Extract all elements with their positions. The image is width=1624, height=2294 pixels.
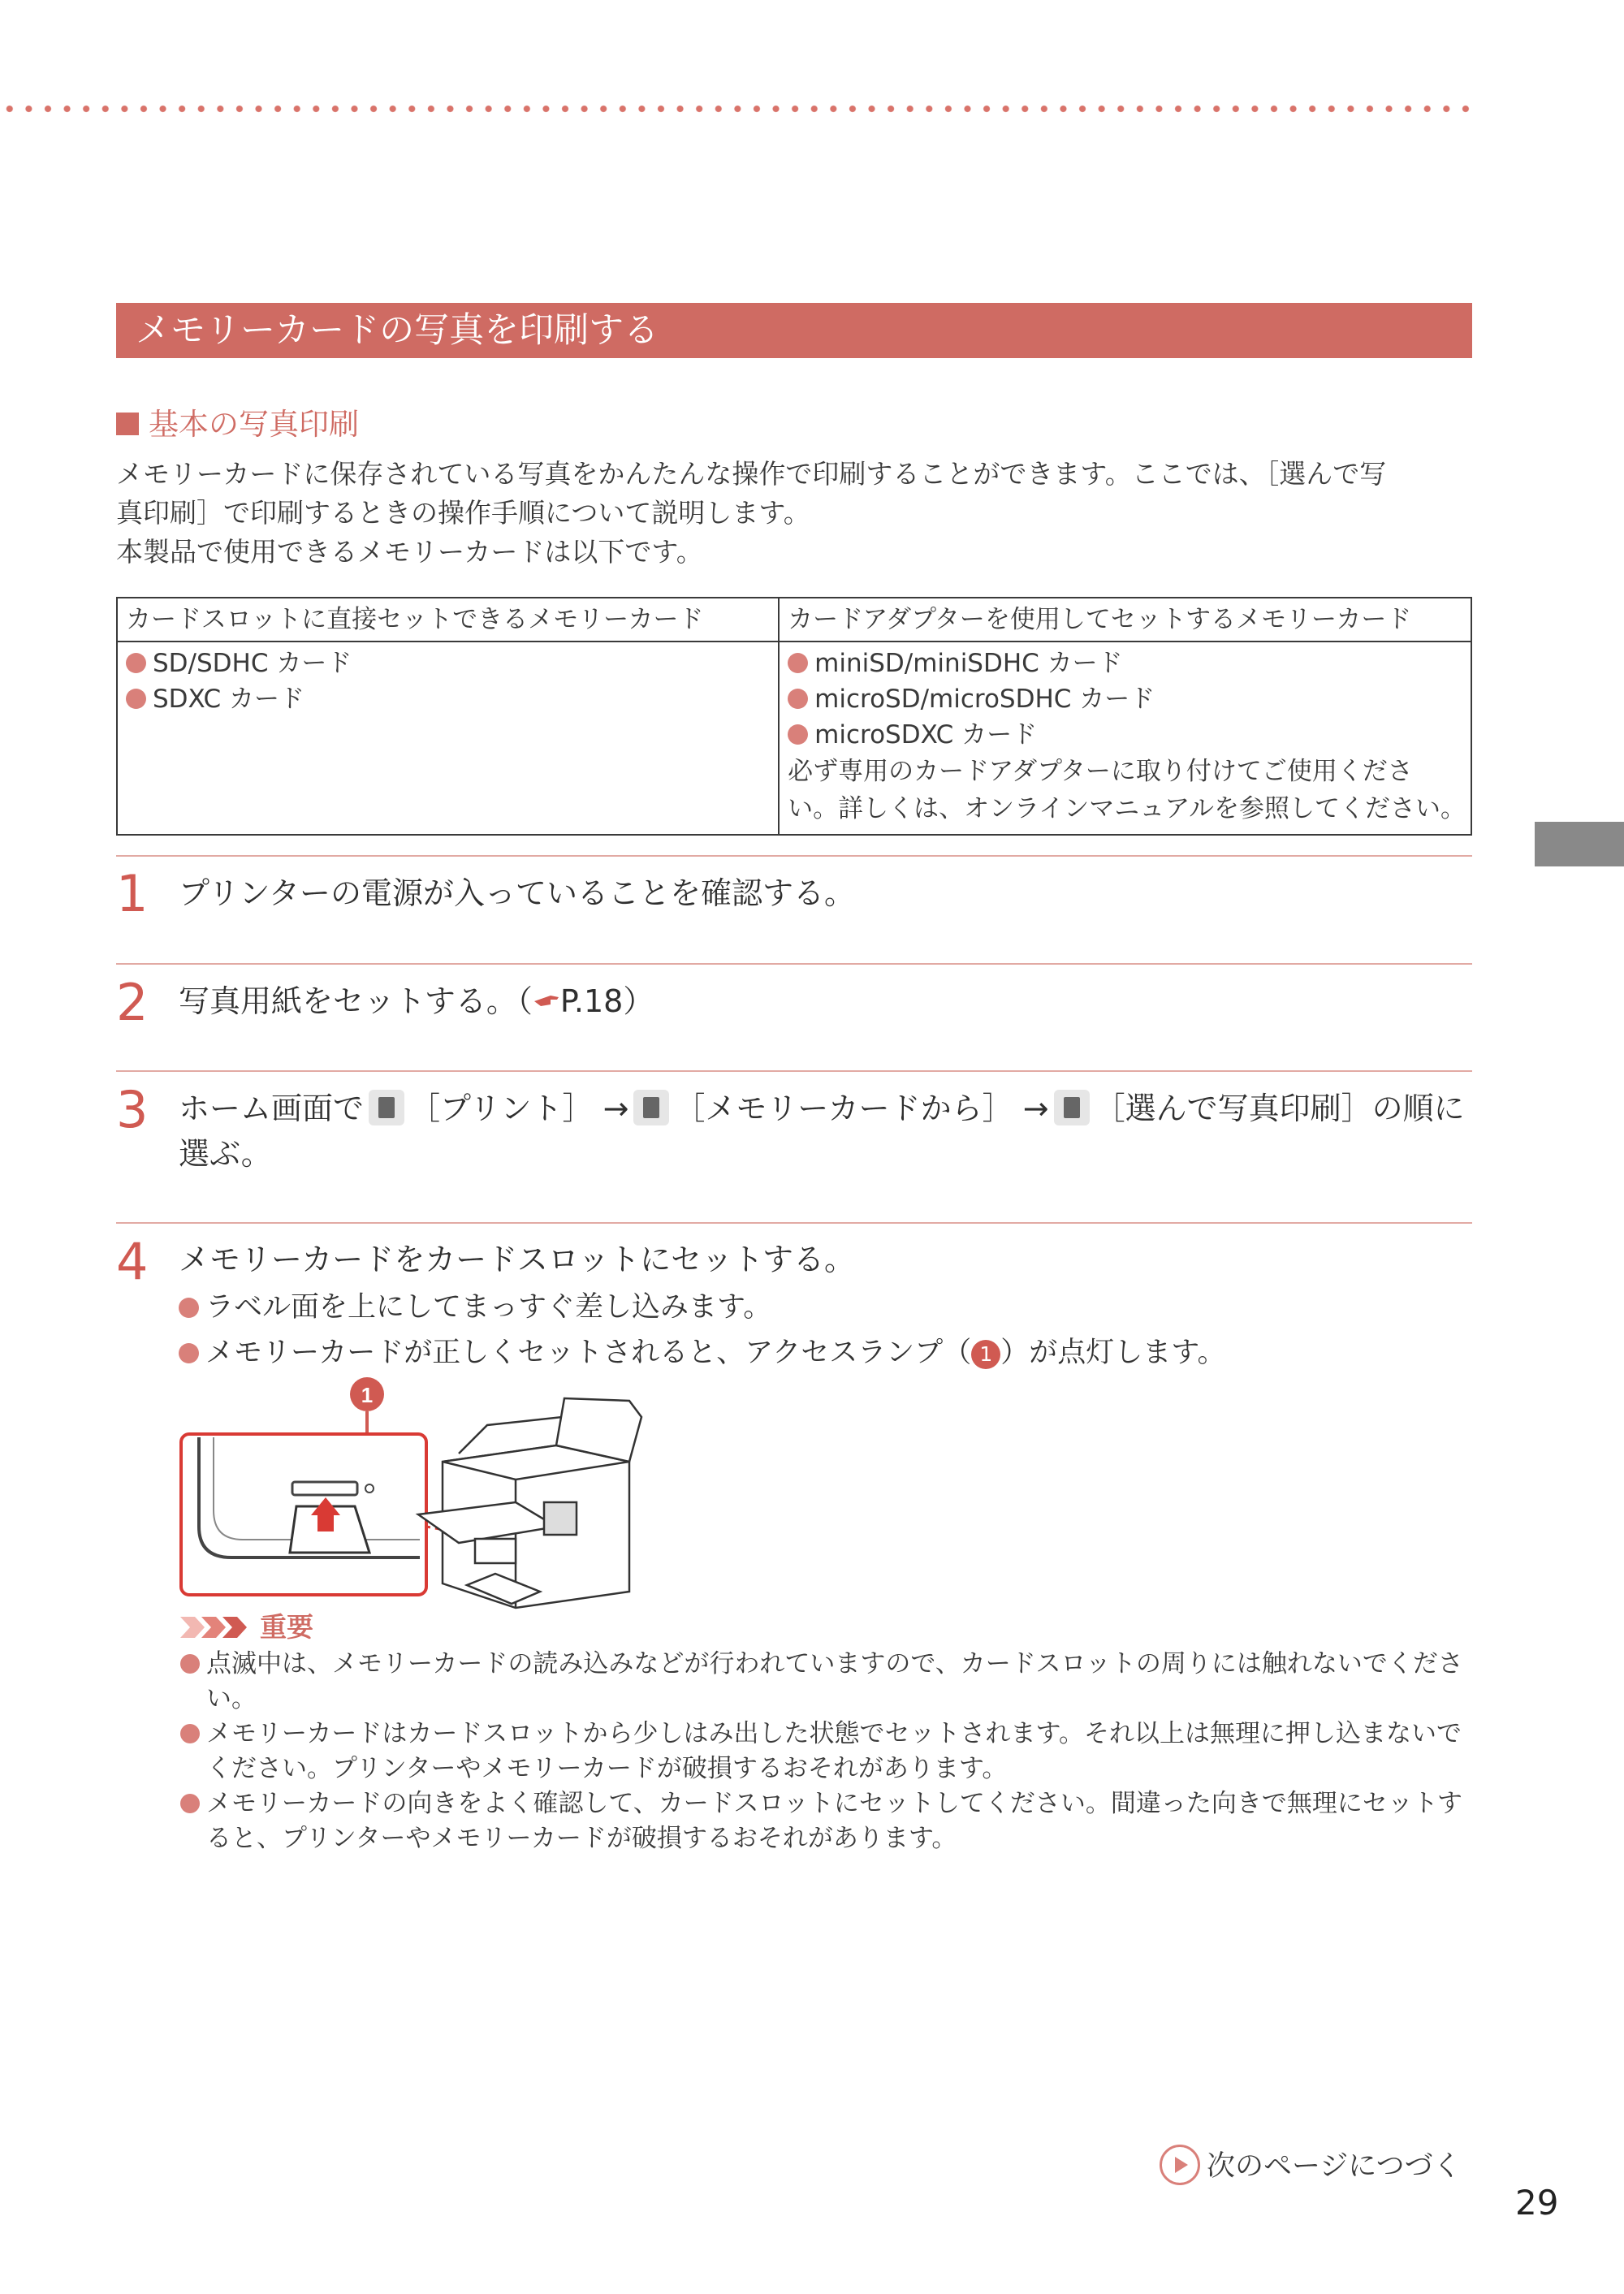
table-header-row: [117, 598, 1471, 642]
table-header-direct: カードスロットに直接セットできるメモリーカード: [117, 598, 779, 642]
next-page-label: 次のページにつづく: [1207, 2150, 1462, 2183]
important-title: 重要: [260, 1611, 313, 1643]
list-item: [180, 1647, 1463, 1717]
memory-card-table: [116, 597, 1472, 836]
pointing-hand-icon: [533, 992, 560, 1010]
bullet-text: メモリーカードが正しくセットされると、アクセスランプ（: [205, 1337, 972, 1369]
list-item: [126, 681, 773, 717]
step-divider: [116, 1070, 1472, 1072]
adapter-note-line: 必ず専用のカードアダプターに取り付けてご使用くださ: [788, 757, 1413, 786]
bullet-icon: [788, 653, 808, 673]
step-text: [179, 1086, 1465, 1177]
menu-label-select-photo: ［選んで写真印刷］の順に: [1094, 1091, 1465, 1126]
next-arrow-icon: [1160, 2145, 1200, 2185]
list-item: [179, 1330, 1225, 1376]
printer-drawing: [418, 1398, 641, 1608]
next-page-link[interactable]: [1160, 2144, 1462, 2185]
table-header-adapter: カードアダプターを使用してセットするメモリーカード: [779, 598, 1471, 642]
bullet-icon: [180, 1654, 200, 1674]
callout-number-text: 1: [361, 1383, 374, 1407]
bullet-icon: [179, 1298, 199, 1318]
list-item: [788, 717, 1466, 753]
list-item: [788, 646, 1466, 681]
bullet-icon: [788, 689, 808, 709]
important-line: い。: [206, 1684, 257, 1713]
step4-bullets: [179, 1285, 1225, 1376]
memory-card-icon: [633, 1090, 669, 1125]
card-type: miniSD/miniSDHC カード: [814, 649, 1123, 678]
intro-line: 本製品で使用できるメモリーカードは以下です。: [116, 536, 703, 568]
intro-line: 真印刷］で印刷するときの操作手順について説明します。: [116, 497, 810, 529]
print-icon: [369, 1090, 404, 1125]
intro-text: [116, 455, 1386, 572]
square-marker-icon: [116, 413, 139, 435]
step-text-close: ）: [623, 983, 654, 1019]
important-line: ると、プリンターやメモリーカードが破損するおそれがあります。: [206, 1824, 957, 1853]
list-item: [179, 1285, 1225, 1330]
important-heading: [180, 1606, 313, 1644]
list-item: [180, 1786, 1463, 1856]
step-text: [179, 979, 654, 1024]
step-number: 4: [116, 1232, 149, 1291]
card-slot: [292, 1482, 357, 1495]
important-chevron-icon: [180, 1615, 253, 1639]
step-line: 選ぶ。: [179, 1136, 272, 1172]
bullet-text: ラベル面を上にしてまっすぐ差し込みます。: [205, 1291, 772, 1324]
bullet-icon: [126, 689, 146, 709]
menu-label-memory-card: ［メモリーカードから］ →: [674, 1091, 1049, 1126]
important-line: メモリーカードの向きをよく確認して、カードスロットにセットしてください。間違った向きで無理にセットす: [206, 1789, 1462, 1818]
chapter-side-tab: [1535, 822, 1624, 866]
important-line: メモリーカードはカードスロットから少しはみ出した状態でセットされます。それ以上は無理に押し込まないで: [206, 1719, 1462, 1748]
important-list: [180, 1647, 1463, 1856]
step-number: 1: [116, 864, 149, 923]
card-type: SD/SDHC カード: [153, 649, 352, 678]
card-type: microSDXC カード: [814, 720, 1038, 750]
adapter-note-line: い。詳しくは、オンラインマニュアルを参照してください。: [788, 794, 1466, 823]
step-divider: [116, 855, 1472, 857]
callout-number: 1: [971, 1340, 1000, 1369]
page-number: 29: [1515, 2183, 1559, 2223]
table-cell-adapter: [779, 642, 1471, 835]
bullet-icon: [180, 1724, 200, 1743]
card-type: microSD/microSDHC カード: [814, 685, 1155, 714]
list-item: [180, 1717, 1463, 1786]
page-reference-link[interactable]: P.18: [559, 983, 624, 1019]
bullet-icon: [788, 724, 808, 745]
step-number: 3: [116, 1080, 149, 1139]
section-title: メモリーカードの写真を印刷する: [116, 303, 1472, 358]
step-divider: [116, 1222, 1472, 1224]
menu-label-print: ［プリント］ →: [409, 1091, 629, 1126]
step-text-main: 写真用紙をセットする。（: [179, 983, 533, 1019]
sub-heading-text: 基本の写真印刷: [149, 407, 359, 442]
step-text: プリンターの電源が入っていることを確認する。: [179, 875, 855, 911]
sub-heading: [116, 400, 359, 443]
step-text-part: ホーム画面で: [179, 1091, 365, 1126]
step-text: メモリーカードをカードスロットにセットする。: [179, 1242, 855, 1277]
step-number: 2: [116, 973, 149, 1032]
bullet-text: ）が点灯します。: [1000, 1337, 1226, 1369]
important-line: 点滅中は、メモリーカードの読み込みなどが行われていますので、カードスロットの周りには触れないでくださ: [206, 1649, 1463, 1678]
bullet-icon: [126, 653, 146, 673]
dotted-header-line: [0, 104, 1478, 114]
important-line: ください。プリンターやメモリーカードが破損するおそれがあります。: [206, 1754, 1008, 1783]
list-item: [788, 681, 1466, 717]
table-row: [117, 642, 1471, 835]
bullet-icon: [180, 1794, 200, 1813]
intro-line: メモリーカードに保存されている写真をかんたんな操作で印刷することができます。ここでは、［選んで写: [116, 458, 1387, 490]
table-cell-direct: [117, 642, 779, 835]
select-photo-icon: [1054, 1090, 1090, 1125]
step-divider: [116, 963, 1472, 965]
bullet-icon: [179, 1343, 199, 1363]
step-line: [179, 1086, 1465, 1131]
card-type: SDXC カード: [153, 685, 305, 714]
list-item: [126, 646, 773, 681]
card-insertion-illustration: [175, 1372, 743, 1616]
